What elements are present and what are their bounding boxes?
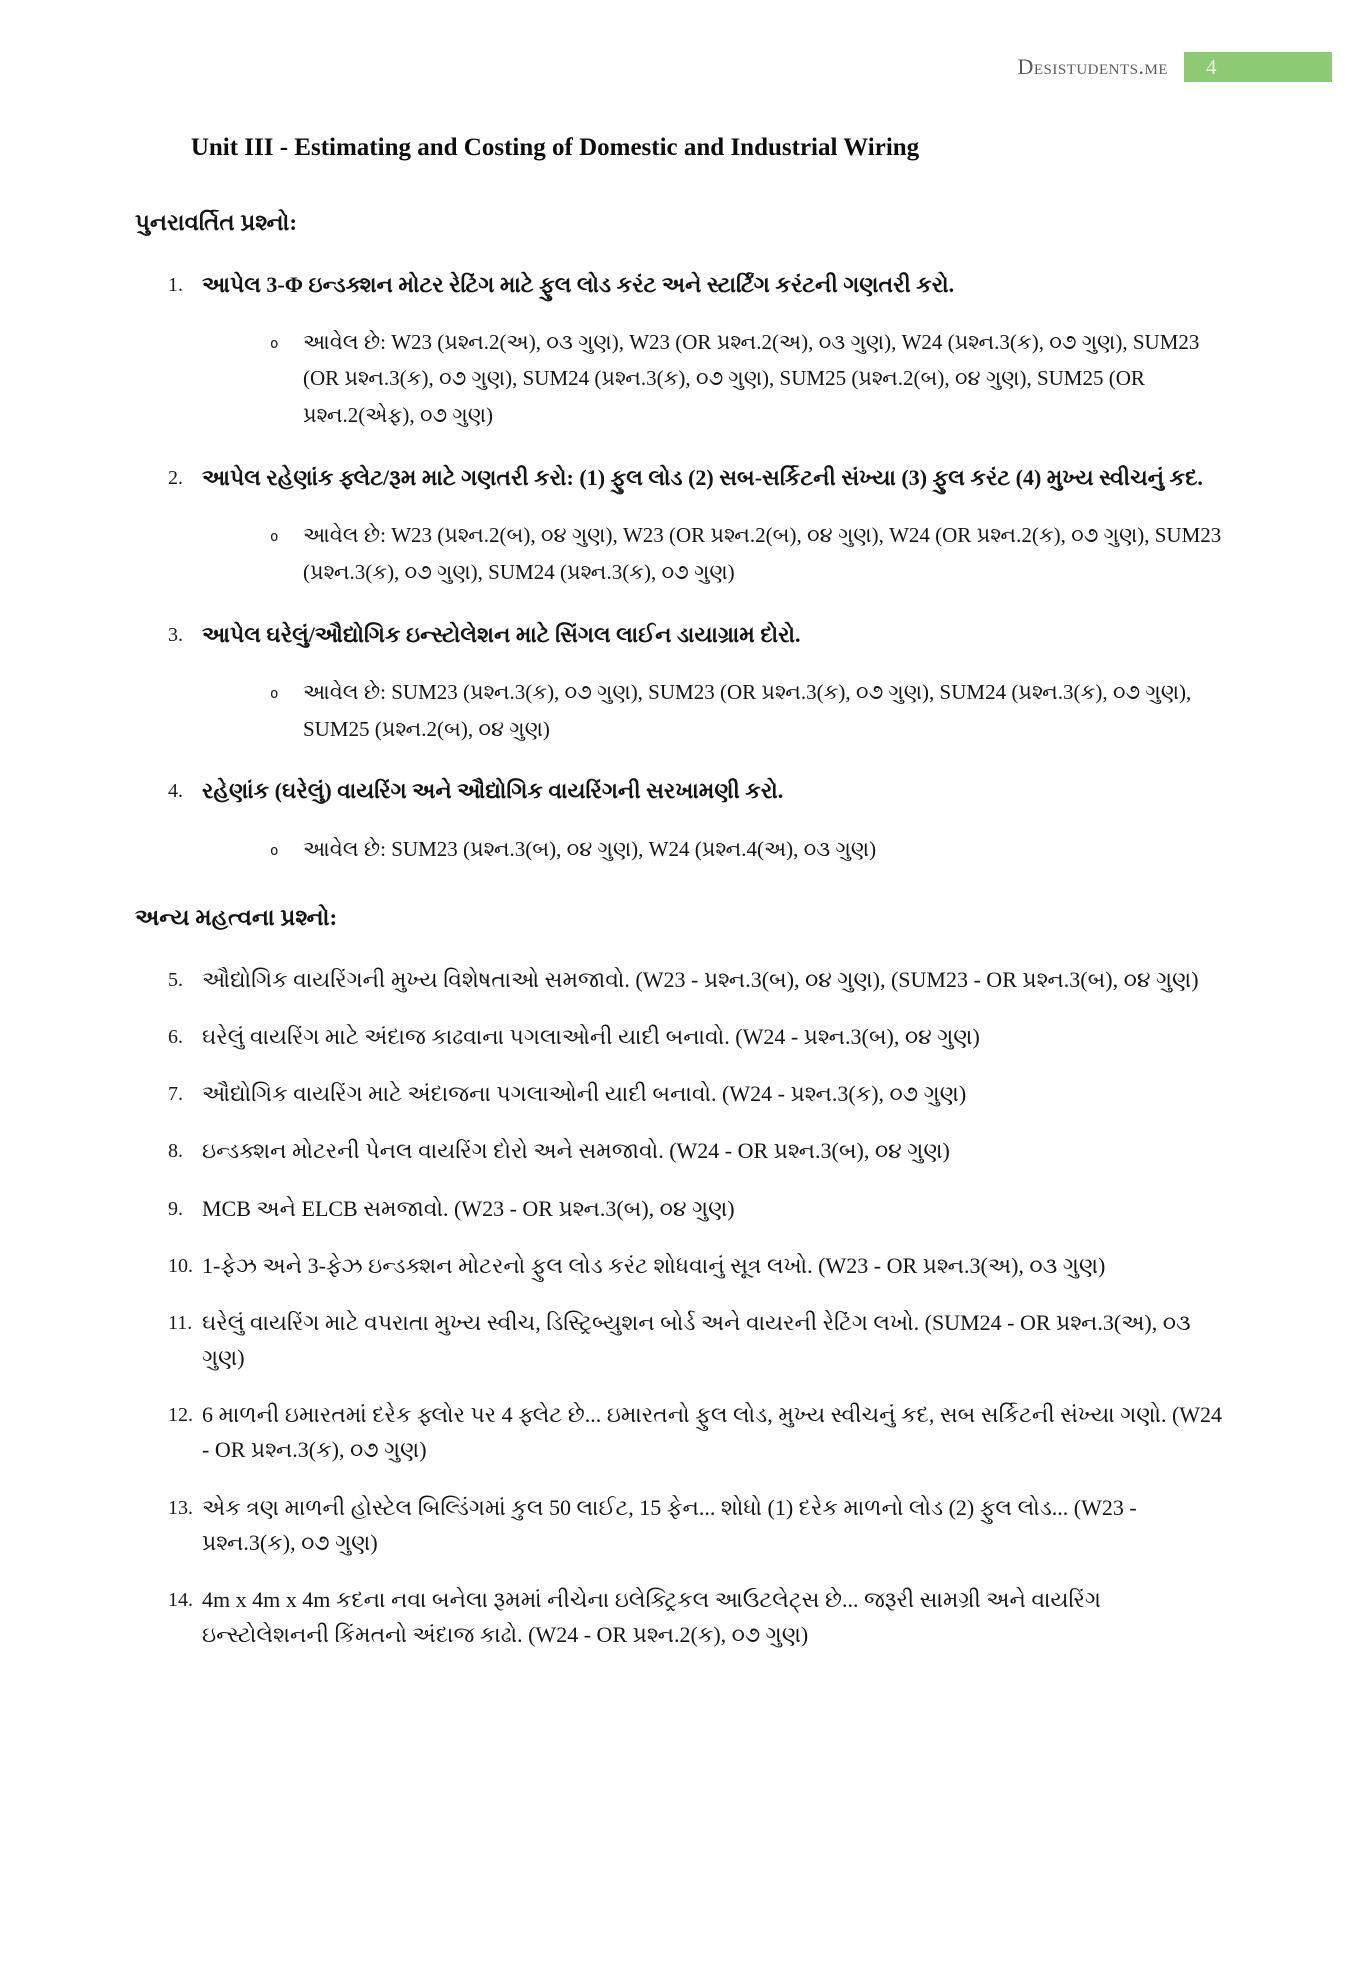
item-number: 11. (168, 1311, 193, 1334)
circle-bullet-icon: o (270, 335, 279, 352)
sub-item-text: આવેલ છે: SUM23 (પ્રશ્ન.3(ક), ૦૭ ગુણ), SUM23 (OR પ્રશ્ન.3(ક), ૦૭ ગુણ), SUM24 (પ્રશ્ન.3(ક), ૦૭ ગુણ), SUM25 (પ્રશ્ન.2(બ), ૦૪ ગુણ) (303, 679, 1192, 741)
item-number: 2. (168, 466, 183, 489)
section-heading-other-important-questions: અન્ય મહત્વના પ્રશ્નો: (135, 905, 338, 931)
sub-item-text: આવેલ છે: W23 (પ્રશ્ન.2(બ), ૦૪ ગુણ), W23 (OR પ્રશ્ન.2(બ), ૦૪ ગુણ), W24 (OR પ્રશ્ન.2(ક), ૦૭ ગુણ), SUM23 (પ્રશ્ન.3(ક), ૦૭ ગુણ), SUM24 (પ્રશ્ન.3(ક), ૦૭ ગુણ) (303, 523, 1222, 584)
item-text: ઔદ્યોગિક વાયરિંગ માટે અંદાજના પગલાઓની યાદી બનાવો. (W24 - પ્રશ્ન.3(ક), ૦૭ ગુણ) (202, 1081, 967, 1107)
question-item-10 (168, 1248, 1232, 1283)
question-item-3 (168, 617, 1232, 652)
circle-bullet-icon: o (270, 529, 279, 546)
sub-item-text: આવેલ છે: SUM23 (પ્રશ્ન.3(બ), ૦૪ ગુણ), W24 (પ્રશ્ન.4(અ), ૦૩ ગુણ) (303, 836, 877, 861)
item-text: એક ત્રણ માળની હોસ્ટેલ બિલ્ડિંગમાં કુલ 50 લાઈટ, 15 ફેન... શોધો (1) દરેક માળનો લોડ (2) ફુલ લોડ... (W23 - પ્રશ્ન.3(ક), ૦૭ ગુણ) (202, 1494, 1137, 1555)
question-item-14 (168, 1582, 1232, 1652)
item-text: ઔદ્યોગિક વાયરિંગની મુખ્ય વિશેષતાઓ સમજાવો. (W23 - પ્રશ્ન.3(બ), ૦૪ ગુણ), (SUM23 - OR પ્રશ્ન.3(બ), ૦૪ ગુણ) (202, 966, 1199, 992)
item-text: ઘરેલું વાયરિંગ માટે વપરાતા મુખ્ય સ્વીચ, ડિસ્ટ્રિબ્યુશન બોર્ડ અને વાયરની રેટિંગ લખો. (SUM24 - OR પ્રશ્ન.3(અ), ૦૩ ગુણ) (202, 1309, 1191, 1371)
circle-bullet-icon: o (270, 842, 279, 859)
item-number: 1. (168, 273, 183, 296)
page-number: 4 (1206, 54, 1217, 79)
page-number-badge (1184, 52, 1332, 82)
item-text: 1-ફેઝ અને 3-ફેઝ ઇન્ડક્શન મોટરનો ફુલ લોડ કરંટ શોધવાનું સૂત્ર લખો. (W23 - OR પ્રશ્ન.3(અ), ૦૩ ગુણ) (202, 1252, 1106, 1278)
question-sub-item-4 (270, 831, 1232, 868)
item-number: 12. (168, 1404, 193, 1427)
sub-item-text: આવેલ છે: W23 (પ્રશ્ન.2(અ), ૦૩ ગુણ), W23 (OR પ્રશ્ન.2(અ), ૦૩ ગુણ), W24 (પ્રશ્ન.3(ક), ૦૭ ગુણ), SUM23 (OR પ્રશ્ન.3(ક), ૦૭ ગુણ), SUM24 (પ્રશ્ન.3(ક), ૦૭ ગુણ), SUM25 (પ્રશ્ન.2(બ), ૦૪ ગુણ), SUM25 (OR પ્રશ્ન.2(એફ), ૦૭ ગુણ) (303, 329, 1200, 428)
question-item-2 (168, 460, 1232, 495)
page-header (0, 52, 1358, 82)
question-item-13 (168, 1490, 1232, 1560)
item-text: આપેલ રહેણાંક ફ્લેટ/રૂમ માટે ગણતરી કરો: (1) ફુલ લોડ (2) સબ-સર્કિટની સંખ્યા (3) ફુલ કરંટ (4) મુખ્ય સ્વીચનું કદ. (202, 464, 1203, 490)
item-number: 3. (168, 623, 183, 646)
question-sub-item-2 (270, 517, 1232, 591)
item-number: 4. (168, 780, 183, 803)
item-text: MCB અને ELCB સમજાવો. (W23 - OR પ્રશ્ન.3(બ), ૦૪ ગુણ) (202, 1195, 735, 1221)
item-number: 13. (168, 1496, 193, 1519)
question-item-11 (168, 1305, 1232, 1375)
question-item-5 (168, 962, 1232, 997)
item-number: 8. (168, 1140, 183, 1163)
item-number: 10. (168, 1254, 193, 1277)
item-text: ઘરેલું વાયરિંગ માટે અંદાજ કાઢવાના પગલાઓની યાદી બનાવો. (W24 - પ્રશ્ન.3(બ), ૦૪ ગુણ) (202, 1023, 980, 1049)
item-number: 6. (168, 1025, 183, 1048)
item-number: 5. (168, 968, 183, 991)
question-item-8 (168, 1133, 1232, 1168)
section-heading-repeated-questions: પુનરાવર્તિત પ્રશ્નો: (135, 210, 298, 235)
item-text: આપેલ ઘરેલું/ઔદ્યોગિક ઇન્સ્ટોલેશન માટે સિંગલ લાઈન ડાયાગ્રામ દોરો. (202, 621, 801, 647)
item-number: 9. (168, 1197, 183, 1220)
question-item-1 (168, 267, 1232, 302)
item-text: 4m x 4m x 4m કદના નવા બનેલા રૂમમાં નીચેના ઇલેક્ટ્રિકલ આઉટલેટ્સ છે... જરૂરી સામગ્રી અને વાયરિંગ ઇન્સ્ટોલેશનની કિંમતનો અંદાજ કાઢો. (W24 - OR પ્રશ્ન.2(ક), ૦૭ ગુણ) (202, 1587, 1101, 1648)
item-number: 14. (168, 1589, 193, 1611)
item-text: રહેણાંક (ઘરેલું) વાયરિંગ અને ઔદ્યોગિક વાયરિંગની સરખામણી કરો. (202, 778, 784, 804)
question-item-6 (168, 1019, 1232, 1054)
document-content (0, 206, 1358, 1652)
item-text: 6 માળની ઇમારતમાં દરેક ફ્લોર પર 4 ફ્લેટ છે... ઇમારતનો ફુલ લોડ, મુખ્ય સ્વીચનું કદ, સબ સર્કિટની સંખ્યા ગણો. (W24 - OR પ્રશ્ન.3(ક), ૦૭ ગુણ) (202, 1402, 1223, 1463)
question-item-7 (168, 1076, 1232, 1111)
question-item-4 (168, 773, 1232, 808)
page-title: Unit III - Estimating and Costing of Domestic and Industrial Wiring (190, 134, 920, 161)
circle-bullet-icon: o (270, 685, 279, 702)
question-item-9 (168, 1191, 1232, 1226)
question-sub-item-1 (270, 324, 1232, 434)
item-text: આપેલ 3-Φ ઇન્ડક્શન મોટર રેટિંગ માટે ફુલ લોડ કરંટ અને સ્ટાર્ટિંગ કરંટની ગણતરી કરો. (202, 271, 955, 297)
question-sub-item-3 (270, 674, 1232, 748)
item-number: 7. (168, 1083, 183, 1106)
site-name: Desistudents.me (1017, 54, 1168, 79)
question-item-12 (168, 1397, 1232, 1467)
item-text: ઇન્ડક્શન મોટરની પેનલ વાયરિંગ દોરો અને સમજાવો. (W24 - OR પ્રશ્ન.3(બ), ૦૪ ગુણ) (202, 1138, 950, 1164)
